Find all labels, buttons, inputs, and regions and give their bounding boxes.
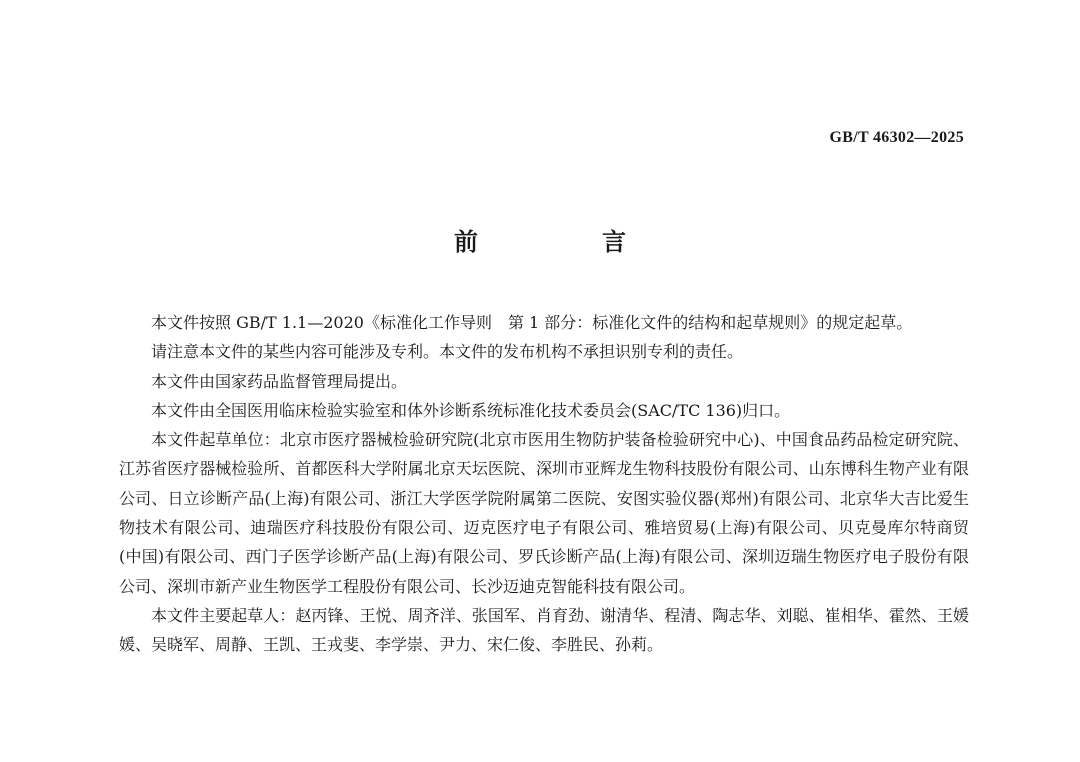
paragraph-technical-committee: 本文件由全国医用临床检验实验室和体外诊断系统标准化技术委员会(SAC/TC 136)归口。 [151, 400, 791, 420]
paragraph-proposer: 本文件由国家药品监督管理局提出。 [151, 371, 408, 391]
paragraph-drafting-organizations: 本文件起草单位：北京市医疗器械检验研究院(北京市医用生物防护装备检验研究中心)、中国食品药品检定研究院、江苏省医疗器械检验所、首都医科大学附属北京天坛医院、深圳市亚辉龙生物科技股份有限公司、山东博科生物产业有限公司、日立诊断产品(上海)有限公司、浙江大学医学院附属第二医院、安图实验仪器(郑州)有限公司、北京华大吉比爱生物技术有限公司、迪瑞医疗科技股份有限公司、迈克医疗电子有限公司、雅培贸易(上海)有限公司、贝克曼库尔特商贸(中国)有限公司、西门子医学诊断产品(上海)有限公司、罗氏诊断产品(上海)有限公司、深圳迈瑞生物医疗电子股份有限公司、深圳市新产业生物医学工程股份有限公司、长沙迈迪克智能科技有限公司。 [119, 430, 969, 596]
page-title: 前 言 [454, 228, 676, 256]
paragraph-drafting-basis: 本文件按照 GB/T 1.1—2020《标准化工作导则 第 1 部分：标准化文件的结构和起草规则》的规定起草。 [151, 313, 913, 332]
standard-number: GB/T 46302—2025 [829, 129, 964, 146]
paragraph-main-drafters: 本文件主要起草人：赵丙锋、王悦、周齐洋、张国军、肖育劲、谢清华、程清、陶志华、刘聪、崔相华、霍然、王媛媛、吴晓军、周静、王凯、王戎斐、李学崇、尹力、宋仁俊、李胜民、孙莉。 [119, 605, 969, 655]
paragraph-patent-notice: 请注意本文件的某些内容可能涉及专利。本文件的发布机构不承担识别专利的责任。 [151, 342, 744, 362]
foreword-body [119, 308, 969, 660]
